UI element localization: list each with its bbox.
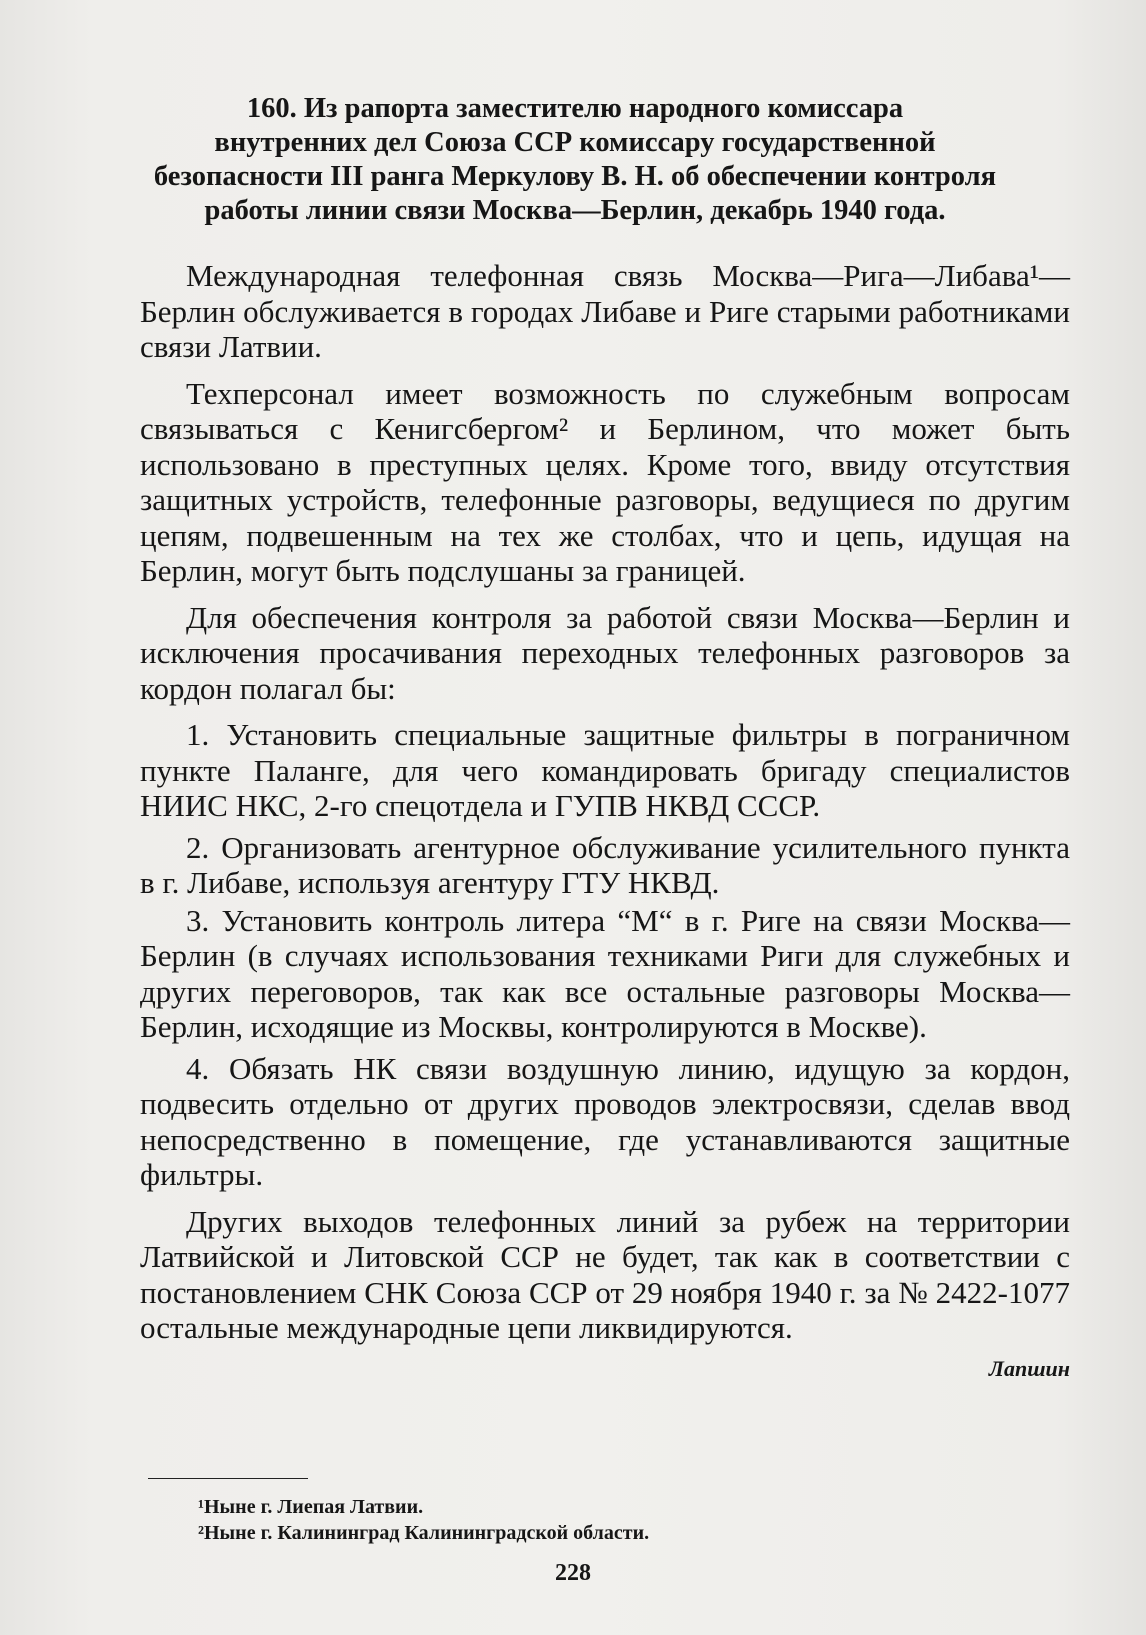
signature: Лапшин <box>988 1355 1070 1381</box>
list-item-2: 2. Организовать агентурное обслуживание усилительного пункта в г. Либаве, используя агентуру ГТУ НКВД. <box>140 829 1070 900</box>
footnote-divider <box>148 1478 308 1479</box>
paragraph-conclusion: Других выходов телефонных линий за рубеж на территории Латвийской и Литовской ССР не будет, так как в соответствии с постановлением СНК Союза ССР от 29 ноября 1940 г. за № 2422-1077 остальные международные цепи ликвидируются. <box>140 1203 1070 1345</box>
paragraph-proposal: Для обеспечения контроля за работой связи Москва—Берлин и исключения просачивания переходных телефонных разговоров за кордон полагал бы: <box>140 599 1070 706</box>
paragraph-intro: Международная телефонная связь Москва—Рига—Либава¹—Берлин обслуживается в городах Либаве и Риге старыми работниками связи Латвии. <box>140 258 1070 364</box>
footnote-2: ²Ныне г. Калининград Калининградской области. <box>198 1522 650 1544</box>
footnotes <box>198 1494 649 1546</box>
heading-line: работы линии связи Москва—Берлин, декабрь 1940 года. <box>204 195 946 226</box>
list-item-4: 4. Обязать НК связи воздушную линию, идущую за кордон, подвесить отдельно от других проводов электросвязи, сделав ввод непосредственно в помещение, где устанавливаются защитные фильтры. <box>140 1050 1070 1192</box>
heading-line: внутренних дел Союза ССР комиссару государственной <box>214 127 936 158</box>
list-item-3: 3. Установить контроль литера “М“ в г. Риге на связи Москва—Берлин (в случаях использования техниками Риги для служебных и других переговоров, так как все остальные разговоры Москва—Берлин, исходящие из Москвы, контролируются в Москве). <box>140 902 1070 1044</box>
footnote-1: ¹Ныне г. Лиепая Латвии. <box>198 1496 424 1518</box>
heading-line: 160. Из рапорта заместителю народного комиссара <box>246 93 904 124</box>
document-heading <box>140 92 1010 228</box>
heading-line: безопасности III ранга Меркулову В. Н. об обеспечении контроля <box>153 161 997 192</box>
paragraph-techstaff: Техперсонал имеет возможность по служебным вопросам связываться с Кенигсбергом² и Берлином, что может быть использовано в преступных целях. Кроме того, ввиду отсутствия защитных устройств, телефонные разговоры, ведущиеся по другим цепям, подвешенным на тех же столбах, что и цепь, идущая на Берлин, могут быть подслушаны за границей. <box>140 375 1070 588</box>
document-body <box>140 258 1070 1381</box>
page-number: 228 <box>555 1560 591 1586</box>
list-item-1: 1. Установить специальные защитные фильтры в пограничном пункте Паланге, для чего командировать бригаду специалистов НИИС НКС, 2-го спецотдела и ГУПВ НКВД СССР. <box>140 717 1070 823</box>
